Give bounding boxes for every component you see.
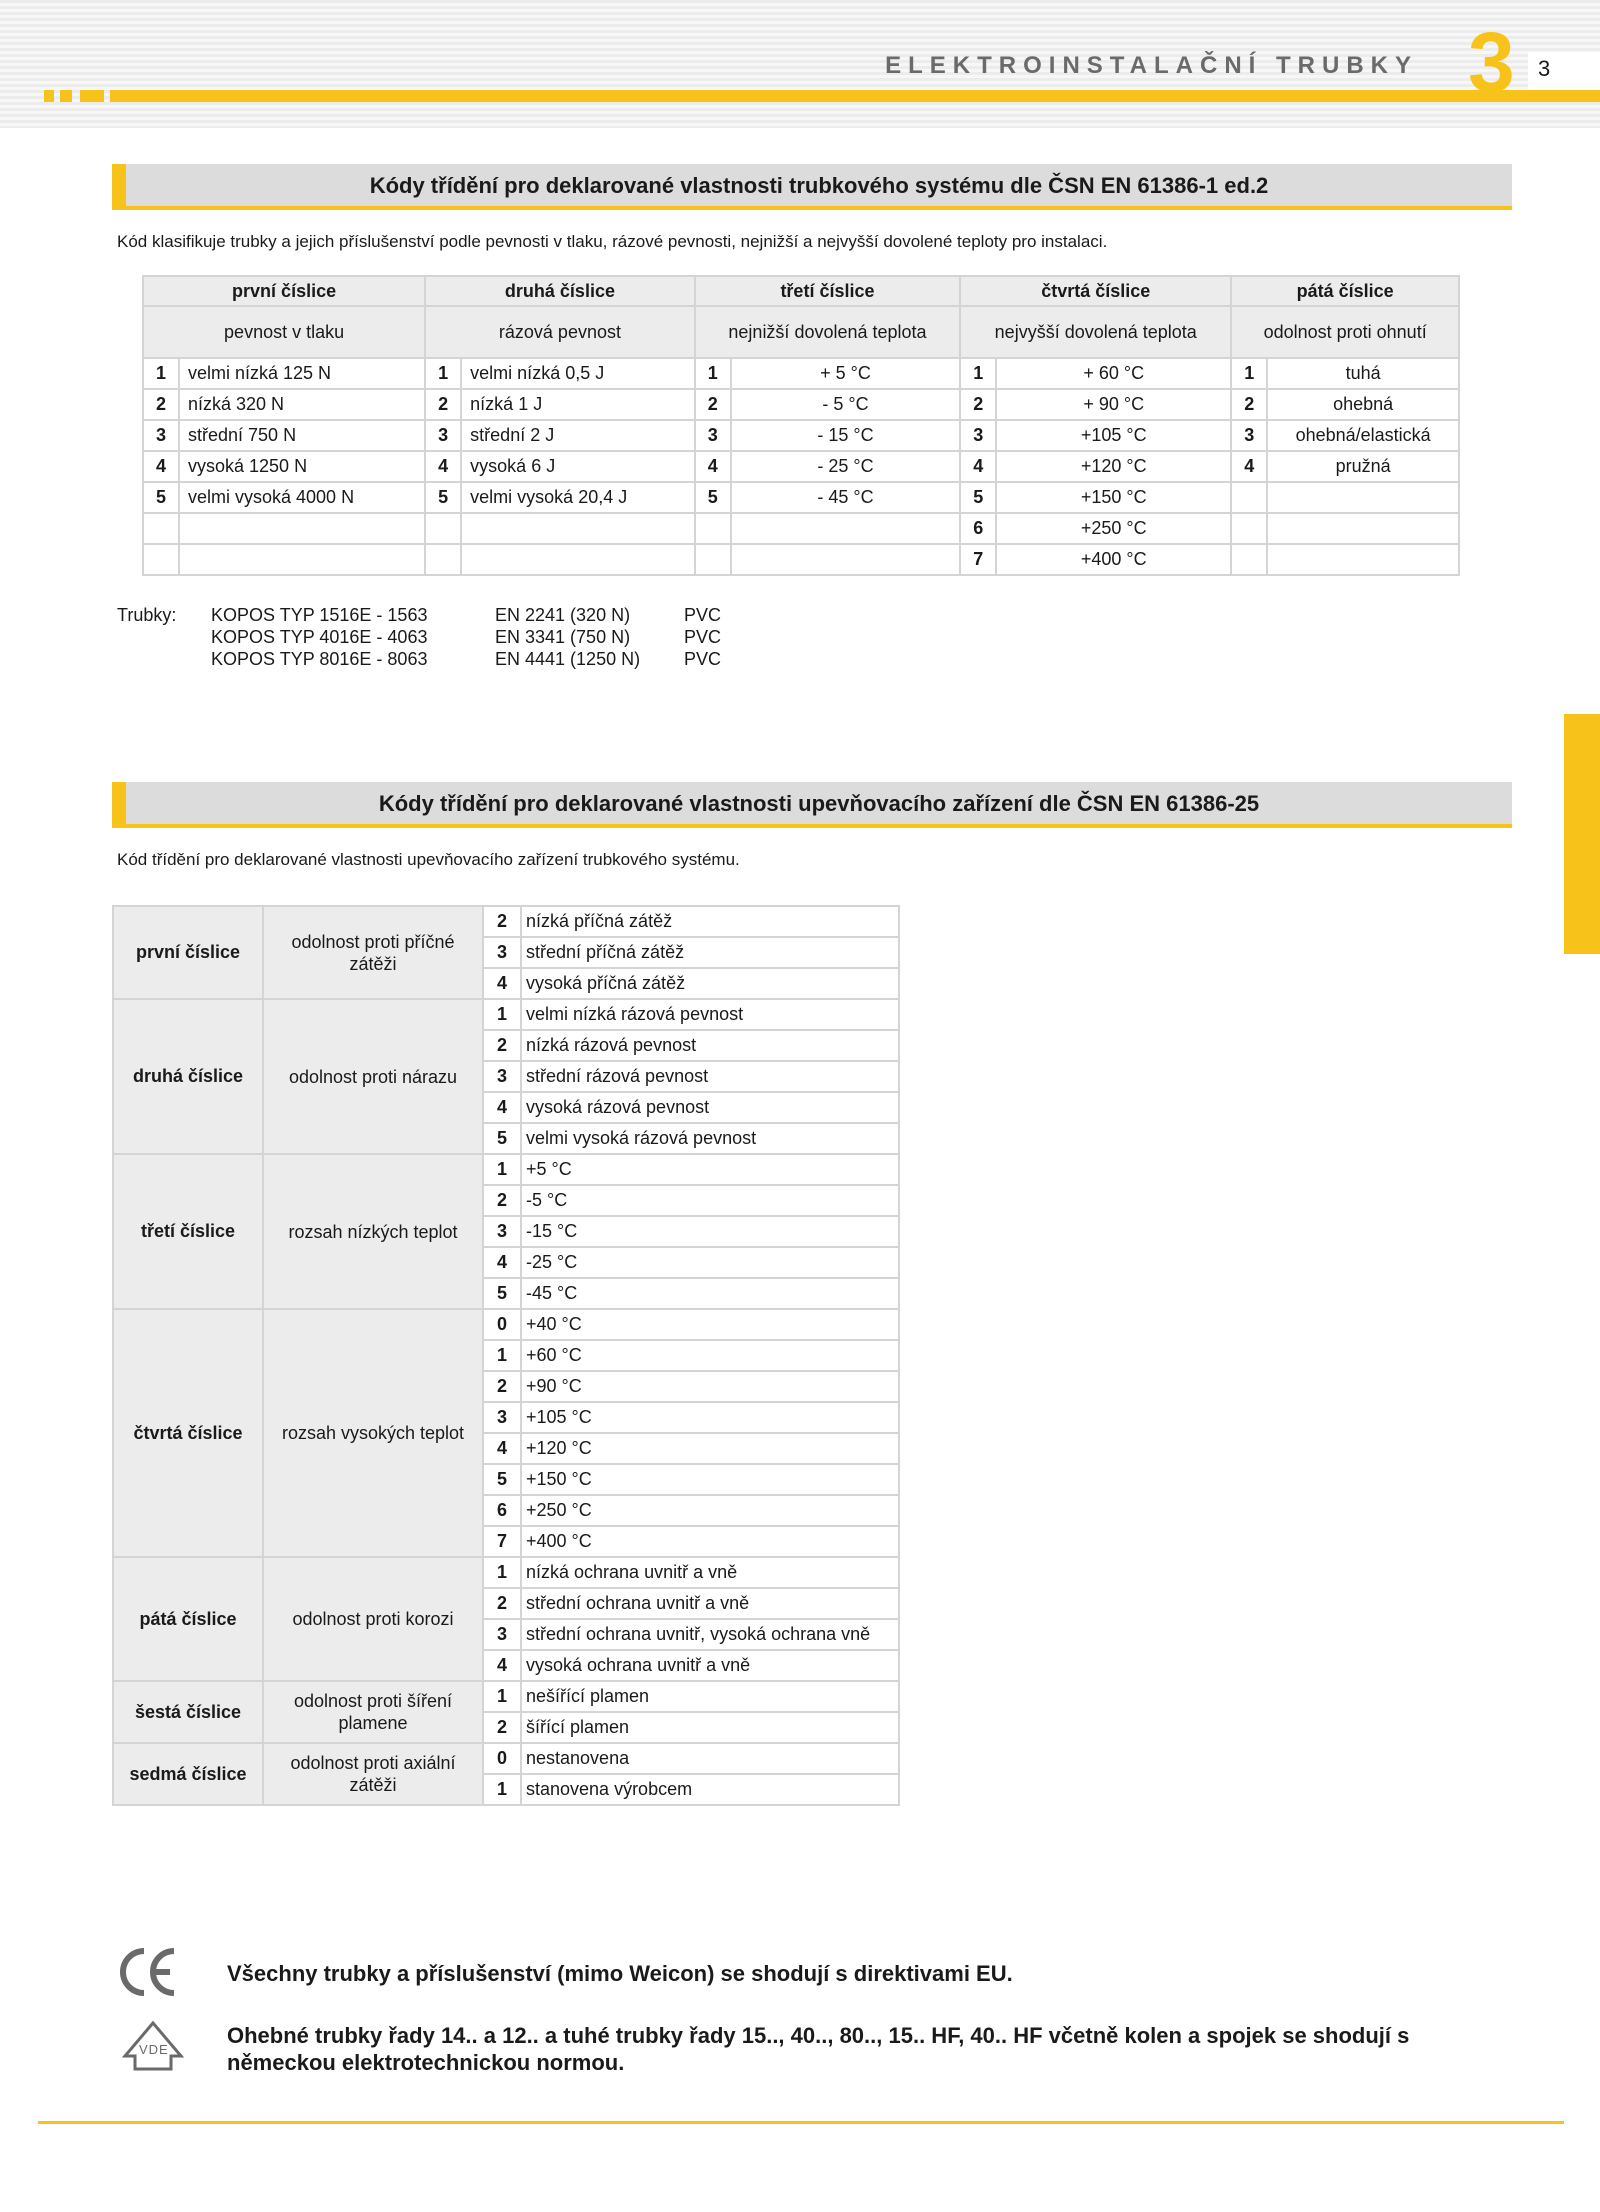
code-digit: 2 [483,1371,521,1402]
code-value: - 45 °C [731,482,960,513]
table-row [113,1743,899,1774]
table-row [143,420,1459,451]
code-value: +250 °C [996,513,1231,544]
code-value [1267,513,1459,544]
code-digit: 0 [483,1309,521,1340]
code-digit: 5 [143,482,179,513]
header-accent-dash [80,90,104,102]
code-digit: 2 [483,1712,521,1743]
code-digit: 3 [483,1402,521,1433]
code-value: -5 °C [521,1185,899,1216]
code-digit: 7 [960,544,996,575]
code-value: +150 °C [996,482,1231,513]
code-value: střední 2 J [461,420,695,451]
code-digit: 3 [483,1216,521,1247]
code-value: +60 °C [521,1340,899,1371]
digit-label: sedmá číslice [113,1743,263,1805]
section1-intro: Kód klasifikuje trubky a jejich příslušenství podle pevnosti v tlaku, rázové pevnosti, nejnižší a nejvyšší dovolené teploty pro instalaci. [117,232,1108,251]
property-description: odolnost proti příčné zátěži [263,906,483,999]
trubky-material: PVC [684,649,722,669]
code-value: velmi nízká rázová pevnost [521,999,899,1030]
code-digit: 1 [143,358,179,389]
code-digit: 5 [483,1464,521,1495]
ce-mark-icon [118,1946,180,1998]
code-value: +90 °C [521,1371,899,1402]
page-header [0,0,1600,128]
code-digit: 1 [1231,358,1267,389]
code-value: střední ochrana uvnitř a vně [521,1588,899,1619]
code-digit: 2 [695,389,731,420]
column-subtitle: odolnost proti ohnutí [1231,306,1459,358]
trubky-norms [495,604,640,670]
table-row [143,389,1459,420]
code-digit [425,513,461,544]
digit-label: druhá číslice [113,999,263,1154]
code-value: vysoká ochrana uvnitř a vně [521,1650,899,1681]
code-digit: 2 [960,389,996,420]
code-value [461,513,695,544]
code-value: nestanovena [521,1743,899,1774]
code-digit: 4 [1231,451,1267,482]
fixing-device-classification-table [112,905,900,1806]
property-description: odolnost proti šíření plamene [263,1681,483,1743]
table-row [143,513,1459,544]
section2-title: Kódy třídění pro deklarované vlastnosti upevňovacího zařízení dle ČSN EN 61386-25 [112,782,1512,828]
code-digit: 3 [695,420,731,451]
code-value: nízká příčná zátěž [521,906,899,937]
code-digit: 0 [483,1743,521,1774]
vde-conformity-note: Ohebné trubky řady 14.. a 12.. a tuhé trubky řady 15.., 40.., 80.., 15.. HF, 40.. HF včetně kolen a spojek se shodují s německou elektrotechnickou normou. [227,2023,1410,2075]
code-value: + 60 °C [996,358,1231,389]
code-digit: 2 [483,906,521,937]
page-number: 3 [1528,52,1600,90]
ce-conformity-note: Všechny trubky a příslušenství (mimo Weicon) se shodují s direktivami EU. [227,1961,1013,1986]
column-title: pátá číslice [1231,276,1459,306]
code-value: vysoká příčná zátěž [521,968,899,999]
code-value: - 15 °C [731,420,960,451]
code-digit: 7 [483,1526,521,1557]
header-accent-dash [60,90,72,102]
code-value: - 5 °C [731,389,960,420]
code-digit: 2 [1231,389,1267,420]
code-digit: 2 [483,1185,521,1216]
column-subtitle: rázová pevnost [425,306,695,358]
code-value [179,544,425,575]
property-description: odolnost proti nárazu [263,999,483,1154]
digit-label: první číslice [113,906,263,999]
code-value: střední ochrana uvnitř, vysoká ochrana vně [521,1619,899,1650]
code-digit: 5 [483,1278,521,1309]
code-value: velmi vysoká 4000 N [179,482,425,513]
code-digit [143,544,179,575]
chapter-number: 3 [1468,15,1515,109]
section2-intro: Kód třídění pro deklarované vlastnosti upevňovacího zařízení trubkového systému. [117,850,740,869]
code-value: -15 °C [521,1216,899,1247]
code-digit: 4 [143,451,179,482]
code-digit: 5 [695,482,731,513]
column-subtitle: nejvyšší dovolená teplota [960,306,1231,358]
code-digit: 4 [483,1650,521,1681]
table-row [113,999,899,1030]
code-value: pružná [1267,451,1459,482]
code-digit: 1 [483,1557,521,1588]
trubky-type: KOPOS TYP 1516E - 1563 [211,605,428,625]
column-subtitle: nejnižší dovolená teplota [695,306,960,358]
code-digit: 2 [425,389,461,420]
trubky-material: PVC [684,627,722,647]
column-title: první číslice [143,276,425,306]
code-digit [695,544,731,575]
code-value [1267,544,1459,575]
code-digit: 4 [960,451,996,482]
chapter-side-tab [1564,714,1600,954]
table-row [143,451,1459,482]
column-subtitle: pevnost v tlaku [143,306,425,358]
table-row [113,1681,899,1712]
table-row [113,906,899,937]
column-title: třetí číslice [695,276,960,306]
table-row [113,1309,899,1340]
trubky-norm: EN 4441 (1250 N) [495,649,641,669]
code-digit [1231,482,1267,513]
vde-letters: VDE [139,2042,169,2057]
column-title: čtvrtá číslice [960,276,1231,306]
code-digit: 3 [143,420,179,451]
section1-title: Kódy třídění pro deklarované vlastnosti trubkového systému dle ČSN EN 61386-1 ed.2 [112,164,1512,210]
code-digit: 1 [483,999,521,1030]
table-row [143,544,1459,575]
header-accent-bar [110,90,1600,102]
property-description: rozsah vysokých teplot [263,1309,483,1557]
code-digit: 4 [483,1433,521,1464]
code-value: velmi nízká 0,5 J [461,358,695,389]
digit-label: šestá číslice [113,1681,263,1743]
trubky-types [211,604,427,670]
vde-mark-icon [122,2020,184,2072]
code-digit: 1 [695,358,731,389]
code-digit: 6 [483,1495,521,1526]
code-value: velmi vysoká rázová pevnost [521,1123,899,1154]
code-digit: 3 [425,420,461,451]
code-digit: 3 [960,420,996,451]
header-accent-dash [44,90,54,102]
code-value: velmi nízká 125 N [179,358,425,389]
table-row [113,1154,899,1185]
code-digit: 2 [483,1588,521,1619]
code-value: ohebná/elastická [1267,420,1459,451]
code-value: -45 °C [521,1278,899,1309]
code-value: +400 °C [521,1526,899,1557]
trubky-norm: EN 3341 (750 N) [495,627,631,647]
code-value: vysoká rázová pevnost [521,1092,899,1123]
code-value: +105 °C [521,1402,899,1433]
code-digit: 2 [143,389,179,420]
property-description: rozsah nízkých teplot [263,1154,483,1309]
code-value: +105 °C [996,420,1231,451]
code-value: nízká 320 N [179,389,425,420]
code-digit: 6 [960,513,996,544]
code-value: šířící plamen [521,1712,899,1743]
trubky-norm: EN 2241 (320 N) [495,605,631,625]
code-value: tuhá [1267,358,1459,389]
code-digit: 1 [960,358,996,389]
property-description: odolnost proti axiální zátěži [263,1743,483,1805]
table-row [143,358,1459,389]
column-title: druhá číslice [425,276,695,306]
code-digit: 5 [483,1123,521,1154]
code-value: +400 °C [996,544,1231,575]
digit-label: třetí číslice [113,1154,263,1309]
code-value: stanovena výrobcem [521,1774,899,1805]
trubky-type: KOPOS TYP 4016E - 4063 [211,627,428,647]
code-digit: 4 [483,968,521,999]
code-value: vysoká 6 J [461,451,695,482]
code-value: + 90 °C [996,389,1231,420]
code-value: +120 °C [521,1433,899,1464]
code-value: nízká 1 J [461,389,695,420]
code-value: nízká ochrana uvnitř a vně [521,1557,899,1588]
header-title: ELEKTROINSTALAČNÍ TRUBKY [885,52,1418,79]
code-digit [1231,513,1267,544]
code-value [179,513,425,544]
code-digit: 1 [483,1681,521,1712]
code-digit: 5 [960,482,996,513]
code-value: +120 °C [996,451,1231,482]
trubky-type: KOPOS TYP 8016E - 8063 [211,649,428,669]
table-row [113,1557,899,1588]
footer-accent-line [38,2121,1564,2124]
digit-label: čtvrtá číslice [113,1309,263,1557]
code-digit [143,513,179,544]
code-value [461,544,695,575]
code-value: nešířící plamen [521,1681,899,1712]
trubky-label: Trubky: [117,605,177,625]
code-value: +5 °C [521,1154,899,1185]
code-value: velmi vysoká 20,4 J [461,482,695,513]
code-value: vysoká 1250 N [179,451,425,482]
code-value: +250 °C [521,1495,899,1526]
digit-label: pátá číslice [113,1557,263,1681]
code-digit [1231,544,1267,575]
code-digit: 5 [425,482,461,513]
code-digit: 3 [1231,420,1267,451]
tube-classification-table [142,275,1460,576]
code-value: - 25 °C [731,451,960,482]
code-value: + 5 °C [731,358,960,389]
code-digit: 2 [483,1030,521,1061]
code-value [731,544,960,575]
table-row [143,482,1459,513]
trubky-materials [684,604,721,670]
code-value: +150 °C [521,1464,899,1495]
code-digit [695,513,731,544]
code-value: -25 °C [521,1247,899,1278]
code-digit: 4 [695,451,731,482]
code-digit: 4 [483,1092,521,1123]
code-value: nízká rázová pevnost [521,1030,899,1061]
code-value [1267,482,1459,513]
code-digit: 3 [483,1061,521,1092]
code-digit: 1 [483,1154,521,1185]
code-digit: 4 [483,1247,521,1278]
code-digit: 1 [483,1774,521,1805]
property-description: odolnost proti korozi [263,1557,483,1681]
code-value: střední 750 N [179,420,425,451]
trubky-material: PVC [684,605,722,625]
code-digit: 3 [483,1619,521,1650]
code-value: ohebná [1267,389,1459,420]
code-digit: 1 [483,1340,521,1371]
code-value: střední rázová pevnost [521,1061,899,1092]
code-value [731,513,960,544]
code-digit: 3 [483,937,521,968]
code-digit: 1 [425,358,461,389]
code-digit: 4 [425,451,461,482]
code-digit [425,544,461,575]
code-value: střední příčná zátěž [521,937,899,968]
code-value: +40 °C [521,1309,899,1340]
